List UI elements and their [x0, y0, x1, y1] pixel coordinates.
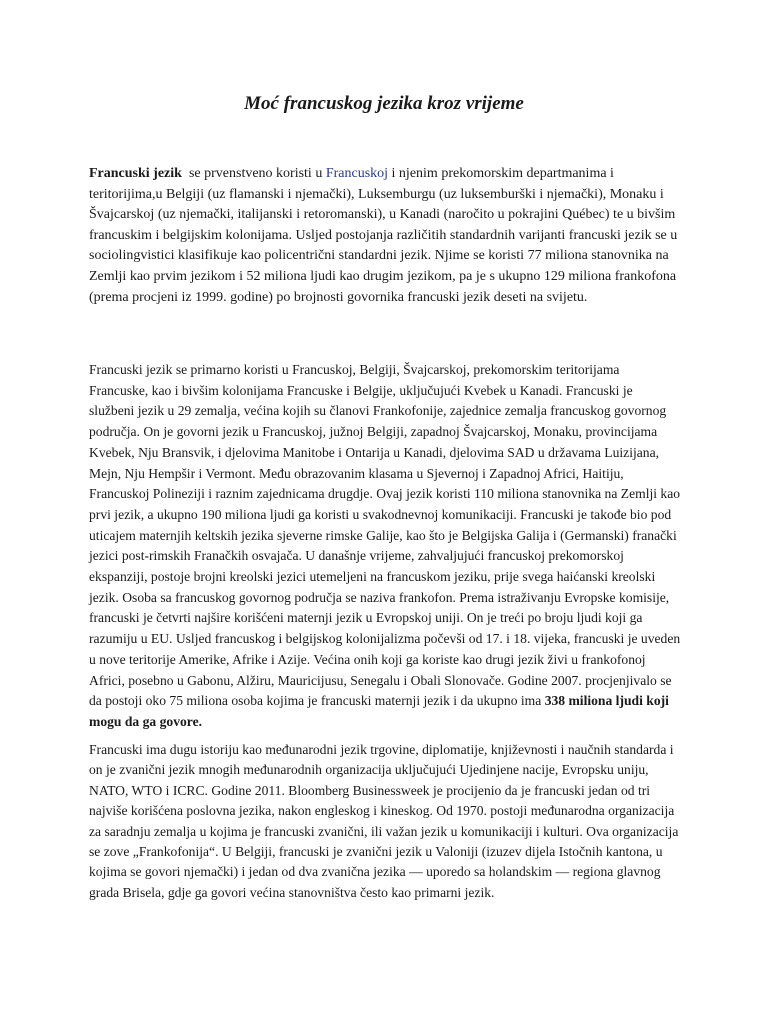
- lead-term: Francuski jezik: [89, 166, 182, 181]
- paragraph-intro-text-a: se prvenstveno koristi u: [181, 166, 326, 181]
- paragraph-usage: [89, 360, 681, 733]
- paragraph-intro-text-b: i njenim prekomorskim departmanima i teritorijima,u Belgiji (uz flamanski i njemački), Luksemburgu (uz luksemburški i njemački), Monaku i Švajcarskoj (uz njemački, italijanski i retoromanski), u Kanadi (naročito u pokrajini Québec) te u bivšim francuskim i belgijskim kolonijama. Usljed postojanja različitih standardnih varijanti francuski jezik se u sociolingvistici klasifikuje kao policentrični standardni jezik. Njime se koristi 77 miliona stanovnika na Zemlji kao prvim jezikom i 52 miliona ljudi kao drugim jezikom, pa je s ukupno 129 miliona frankofona (prema procjeni iz 1999. godine) po brojnosti govornika francuski jezik deseti na svijetu.: [89, 166, 678, 305]
- speakers-highlight: 338 miliona ljudi koji mogu da ga govore.: [89, 693, 669, 729]
- francuskoj-link[interactable]: Francuskoj: [325, 166, 389, 181]
- document-title: Moć francuskog jezika kroz vrijeme: [244, 93, 524, 114]
- paragraph-usage-text: Francuski jezik se primarno koristi u Francuskoj, Belgiji, Švajcarskoj, prekomorskim teritorijama Francuske, kao i bivšim kolonijama Francuske i Belgije, uključujući Kvebek u Kanadi. Francuski je službeni jezik u 29 zemalja, većina kojih su članovi Frankofonije, zajednice zemalja francuskog govornog područja. On je govorni jezik u Francuskoj, južnoj Belgiji, zapadnoj Švajcarskoj, Monaku, provincijama Kvebek, Nju Bransvik, i djelovima Manitobe i Ontarija u Kanadi, djelovima SAD u državama Luizijana, Mejn, Nju Hempšir i Vermont. Među obrazovanim klasama u Sjevernoj i Zapadnoj Africi, Haitiju, Francuskoj Polineziji i raznim zajednicama drugdje. Ovaj jezik koristi 110 miliona stanovnika na Zemlji kao prvi jezik, a ukupno 190 miliona ljudi ga koristi u svakodnevnoj komunikaciji. Francuski je takođe bio pod uticajem maternjih keltskih jezika sjeverne rimske Galije, kao što je Belgijska Galija i (Germanski) franački jezici post-rimskih Franačkih osvajača. U današnje vrijeme, zahvaljujući francuskoj prekomorskoj ekspanziji, postoje brojni kreolski jezici utemeljeni na francuskom jeziku, prije svega haićanski kreolski jezik. Osoba sa francuskog govornog područja se naziva frankofon. Prema istraživanju Evropske komisije, francuski je četvrti najšire korišćeni maternji jezik u Evropskoj uniji. On je treći po broju ljudi koji ga razumiju u EU. Usljed francuskog i belgijskog kolonijalizma počevši od 17. i 18. vijeka, francuski je uveden u nove teritorije Amerike, Afrike i Azije. Većina onih koji ga koriste kao drugi jezik živi u frankofonoj Africi, posebno u Gabonu, Alžiru, Mauricijusu, Senegalu i Obali Slonovače. Godine 2007. procjenjivalo se da postoji oko 75 miliona osoba kojima je francuski maternji jezik i da ukupno ima: [89, 362, 681, 709]
- paragraph-history-text: Francuski ima dugu istoriju kao međunarodni jezik trgovine, diplomatije, književnosti i naučnih standarda i on je zvanični jezik mnogih međunarodnih organizacija uključujući Ujedinjene nacije, Evropsku uniju, NATO, WTO i ICRC. Godine 2011. Bloomberg Businessweek je procijenio da je francuski jedan od tri najviše korišćena poslovna jezika, nakon engleskog i kineskog. Od 1970. postoji međunarodna organizacija za saradnju zemalja u kojima je francuski zvanični, ili važan jezik u komunikaciji i kulturi. Ova organizacija se zove „Frankofonija“. U Belgiji, francuski je zvanični jezik u Valoniji (izuzev dijela Istočnih kantona, u kojima se govori njemački) i jedan od dva zvanična jezika — uporedo sa holandskim — regiona glavnog grada Brisela, gdje ga govori većina stanovništva često kao primarni jezik.: [89, 742, 679, 900]
- paragraph-history: [89, 740, 681, 903]
- paragraph-intro: [89, 164, 681, 308]
